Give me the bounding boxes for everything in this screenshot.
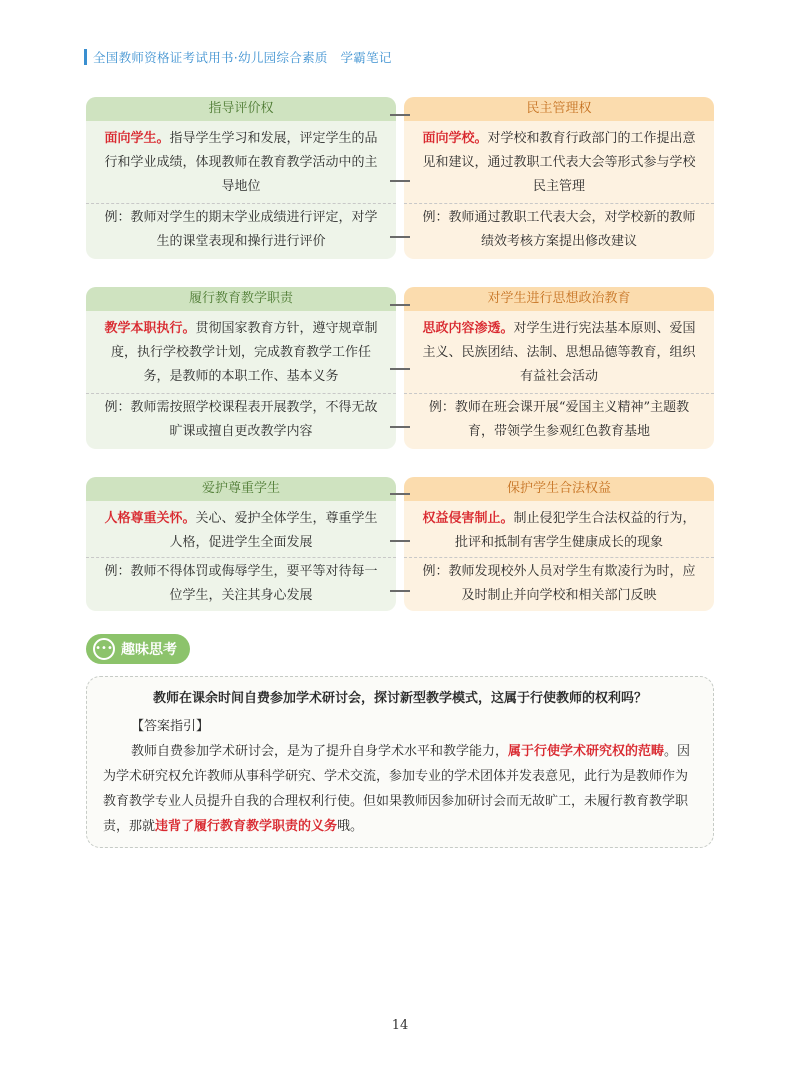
answer-label: 【答案指引】 [131, 719, 210, 734]
card-title: 爱护尊重学生 [86, 477, 396, 501]
card-example: 例：教师需按照学校课程表开展教学，不得无故旷课或擅自更改教学内容 [104, 400, 378, 439]
answer-text: 。因为学术研究权允许教师从事科学研究、学术交流，参加专业的学术团体并发表意见，此行为是教师作为教育教学专业人员提升自我的合理权利行使。但如果教师因参加研讨会而无故旷工，未履行教育教学职责，那就 [103, 744, 691, 834]
card-example: 例：教师不得体罚或侮辱学生，要平等对待每一位学生，关注其身心发展 [104, 564, 378, 603]
connector-line [390, 368, 410, 370]
card-text: 制止侵犯学生合法权益的行为，批评和抵制有害学生健康成长的现象 [454, 511, 696, 550]
question-box [86, 676, 714, 848]
card-highlight: 面向学生。 [104, 131, 170, 146]
card-description [86, 311, 396, 389]
card-example: 例：教师在班会课开展“爱国主义精神”主题教育，带领学生参观红色教育基地 [428, 400, 690, 439]
connector-line [390, 493, 410, 495]
answer-highlight: 违背了履行教育教学职责的义务 [155, 819, 338, 834]
fun-thinking-tag [86, 634, 190, 664]
header-accent-bar [84, 49, 87, 65]
card-text: 对学生进行宪法基本原则、爱国主义、民族团结、法制、思想品德等教育，组织有益社会活动 [422, 321, 696, 384]
card-example: 例：教师通过教职工代表大会，对学校新的教师绩效考核方案提出修改建议 [422, 210, 696, 249]
answer-text: 教师自费参加学术研讨会，是为了提升自身学术水平和教学能力， [131, 744, 509, 759]
answer-highlight: 属于行使学术研究权的范畴 [508, 744, 665, 759]
card-text: 关心、爱护全体学生，尊重学生人格，促进学生全面发展 [169, 511, 378, 550]
card-divider [86, 393, 396, 394]
connector-line [390, 426, 410, 428]
card-fulfill-teaching-duty [86, 287, 396, 449]
answer-text: 哦。 [337, 819, 364, 834]
card-highlight: 权益侵害制止。 [422, 511, 514, 526]
tag-label: 趣味思考 [121, 642, 177, 658]
card-example: 例：教师对学生的期末学业成绩进行评定，对学生的课堂表现和操行进行评价 [104, 210, 378, 249]
question-text: 教师在课余时间自费参加学术研讨会，探讨新型教学模式，这属于行使教师的权利吗？ [152, 691, 647, 706]
speech-bubble-icon: ••• [93, 638, 115, 660]
card-text: 对学校和教育行政部门的工作提出意见和建议，通过教职工代表大会等形式参与学校民主管理 [422, 131, 696, 194]
card-example: 例：教师发现校外人员对学生有欺凌行为时，应及时制止并向学校和相关部门反映 [422, 564, 696, 603]
card-divider [86, 557, 396, 558]
connector-line [390, 114, 410, 116]
card-care-respect-students [86, 477, 396, 611]
connector-line [390, 590, 410, 592]
connector-line [390, 304, 410, 306]
card-highlight: 面向学校。 [422, 131, 488, 146]
card-divider [86, 203, 396, 204]
card-description [404, 121, 714, 199]
card-description [86, 121, 396, 199]
connector-line [390, 236, 410, 238]
card-text: 指导学生学习和发展，评定学生的品行和学业成绩，体现教师在教育教学活动中的主导地位 [104, 131, 378, 194]
card-description [86, 501, 396, 555]
card-protect-student-rights [404, 477, 714, 611]
card-title: 指导评价权 [86, 97, 396, 121]
card-democratic-management-right [404, 97, 714, 259]
card-divider [404, 393, 714, 394]
card-title: 履行教育教学职责 [86, 287, 396, 311]
connector-line [390, 540, 410, 542]
card-description [404, 501, 714, 555]
card-divider [404, 557, 714, 558]
card-highlight: 教学本职执行。 [104, 321, 196, 336]
card-description [404, 311, 714, 389]
card-highlight: 思政内容渗透。 [422, 321, 514, 336]
card-guidance-evaluation-right [86, 97, 396, 259]
page-number: 14 [391, 1018, 409, 1033]
card-divider [404, 203, 714, 204]
card-ideological-education [404, 287, 714, 449]
card-text: 贯彻国家教育方针，遵守规章制度，执行学校教学计划，完成教育教学工作任务，是教师的本职工作、基本义务 [110, 321, 378, 384]
card-title: 保护学生合法权益 [404, 477, 714, 501]
card-title: 对学生进行思想政治教育 [404, 287, 714, 311]
header-title: 全国教师资格证考试用书·幼儿园综合素质 学霸笔记 [93, 50, 392, 65]
card-highlight: 人格尊重关怀。 [104, 511, 196, 526]
answer-paragraph [103, 739, 697, 839]
running-header [84, 47, 392, 67]
card-title: 民主管理权 [404, 97, 714, 121]
connector-line [390, 180, 410, 182]
